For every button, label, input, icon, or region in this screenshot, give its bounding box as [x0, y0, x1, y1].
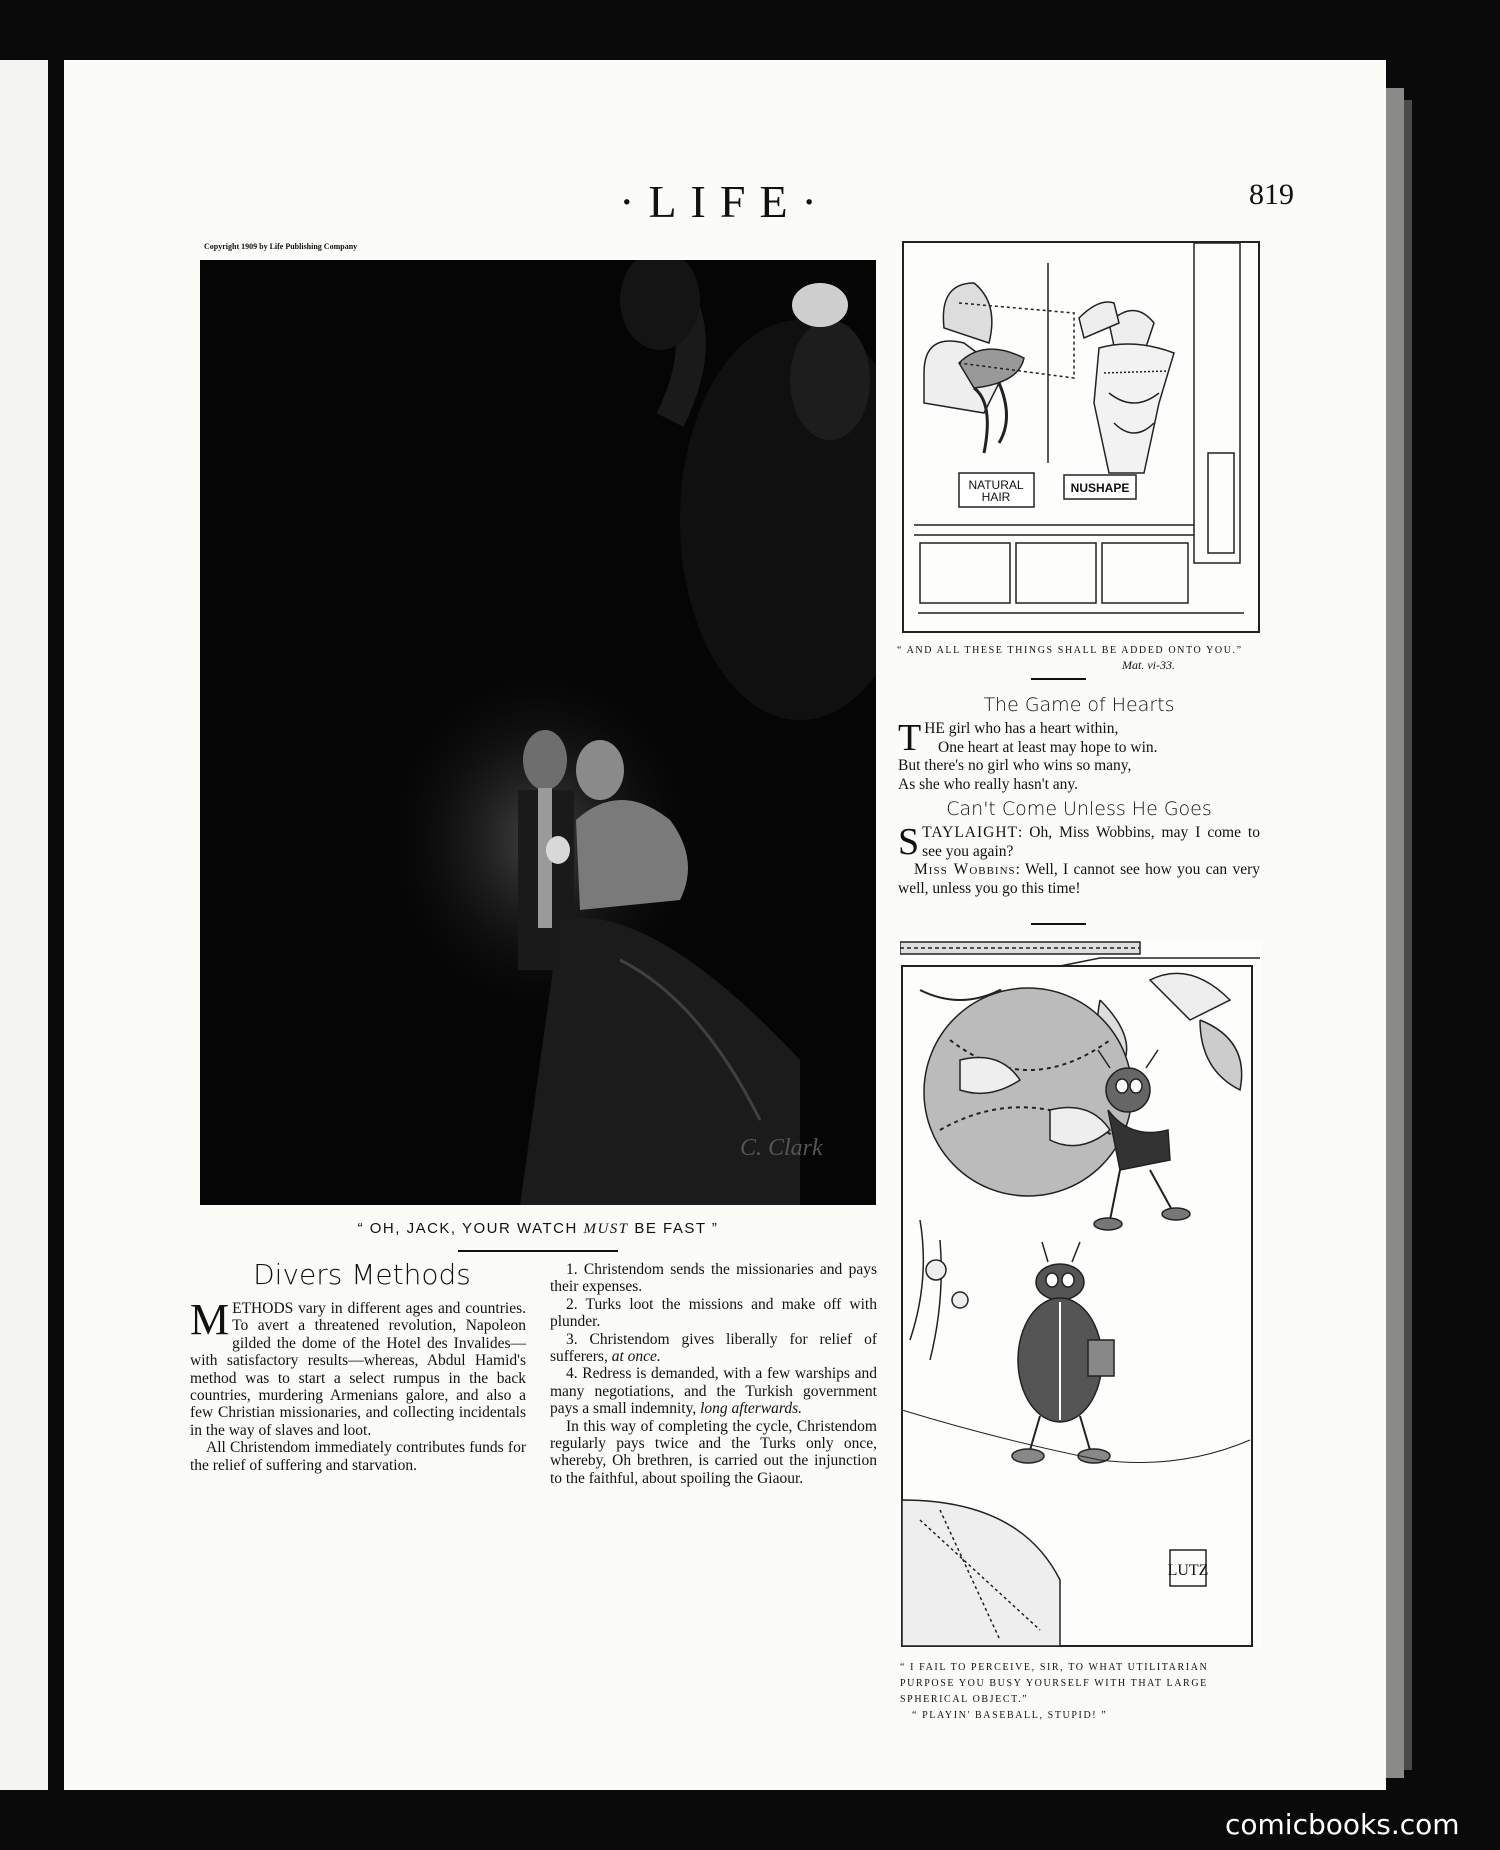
divers-methods-title: Divers Methods — [253, 1258, 471, 1291]
masthead: ·LIFE· — [619, 176, 831, 227]
drop-cap: T — [898, 717, 922, 759]
list-item-2: 2. Turks loot the missions and make off with plunder. — [550, 1295, 877, 1331]
list-item-1: 1. Christendom sends the missionaries and pays their expenses. — [550, 1261, 877, 1296]
poem-line-2: One heart at least may hope to win. — [938, 738, 1158, 756]
bible-reference: Mat. vi-33. — [1122, 658, 1175, 672]
page-number: 819 — [1249, 178, 1294, 211]
game-of-hearts-title: The Game of Hearts — [983, 694, 1175, 716]
drop-cap: M — [190, 1295, 230, 1344]
main-cartoon-caption — [200, 1220, 876, 1238]
divers-methods-column-1 — [190, 1295, 526, 1474]
divider-rule — [1031, 678, 1086, 680]
divider-rule — [458, 1250, 618, 1252]
list-item-4 — [550, 1365, 877, 1417]
artist-signature: LUTZ — [1167, 1562, 1209, 1579]
page-edge-shadow-inner — [1404, 100, 1412, 1770]
svg-text:C. Clark: C. Clark — [740, 1135, 823, 1161]
list-item-3-text: 3. Christendom gives liberally for relief of sufferers, — [550, 1330, 877, 1366]
divider-rule — [1031, 923, 1086, 925]
poem-line-3: But there's no girl who wins so many, — [898, 757, 1132, 774]
sign-natural-hair-line2: HAIR — [981, 490, 1011, 504]
paragraph-text: ETHODS vary in different ages and countries. To avert a threatened revolution, Napoleon gilded the dome of the Hotel des Invalides—with satisfactory results—whereas, Abdul Hamid's method was to start a select rumpus in the back countries, murdering Armenians galore, and also a few Christian missionaries, and collecting incidentals in the way of slaves and loot. — [190, 1300, 526, 1439]
dialogue-1: : Oh, Miss Wobbins, may I come to see you again? — [922, 824, 1260, 860]
cant-come-title: Can't Come Unless He Goes — [946, 798, 1212, 820]
shop-window-illustration — [902, 241, 1260, 633]
watermark: comicbooks.com — [1225, 1808, 1460, 1841]
divers-methods-conclusion: In this way of completing the cycle, Christendom regularly pays twice and the Turks only once, whereby, Oh brethren, is carried out the injunction to the faithful, about spoiling the Giaour. — [550, 1417, 877, 1487]
beetle-caption-1: “ I FAIL TO PERCEIVE, SIR, TO WHAT UTILITARIAN PURPOSE YOU BUSY YOURSELF WITH THAT LARGE SPHERICAL OBJECT.” — [900, 1662, 1209, 1705]
list-item-4-text: 4. Redress is demanded, with a few warships and many negotiations, and the Turkish government pays a small indemnity, — [550, 1365, 877, 1418]
speaker-2: Miss Wobbins — [914, 861, 1016, 878]
list-item-3-emphasis: at once. — [611, 1348, 661, 1366]
magazine-page — [64, 60, 1386, 1790]
list-item-3 — [550, 1331, 877, 1366]
page-edge-shadow — [1386, 88, 1404, 1778]
sign-nushape: NUSHAPE — [1070, 481, 1130, 495]
caption-text-emphasis: MUST — [583, 1221, 629, 1237]
list-item-4-emphasis: long afterwards. — [700, 1400, 803, 1418]
beetle-caption — [900, 1660, 1260, 1724]
divers-methods-column-2 — [550, 1261, 877, 1487]
caption-text-pre: “ OH, JACK, YOUR WATCH — [357, 1220, 584, 1237]
copyright-notice: Copyright 1909 by Life Publishing Company — [204, 242, 358, 251]
beetle-caption-2: “ PLAYIN' BASEBALL, STUPID! ” — [912, 1710, 1108, 1721]
cant-come-text — [898, 821, 1261, 898]
divers-methods-paragraph-1 — [190, 1295, 526, 1439]
poem-line-1-text: HE girl who has a heart within, — [924, 720, 1119, 737]
divers-methods-paragraph-2: All Christendom immediately contributes funds for the relief of suffering and starvation. — [190, 1439, 526, 1474]
drop-cap: S — [898, 821, 920, 863]
speaker-1: TAYLAIGHT — [922, 824, 1019, 841]
shop-window-caption: “ AND ALL THESE THINGS SHALL BE ADDED ONTO YOU.” — [897, 645, 1243, 656]
dialogue-2: : Well, I cannot see how you can very well, unless you go this time! — [898, 861, 1261, 897]
beetle-baseball-illustration — [900, 940, 1262, 1648]
main-illustration — [200, 260, 876, 1205]
left-page-edge — [0, 60, 48, 1790]
caption-text-post: BE FAST ” — [628, 1220, 719, 1237]
poem-line-4: As she who really hasn't any. — [898, 775, 1078, 793]
sign-natural-hair-line1: NATURAL — [968, 478, 1024, 492]
game-of-hearts-poem — [898, 717, 1260, 794]
